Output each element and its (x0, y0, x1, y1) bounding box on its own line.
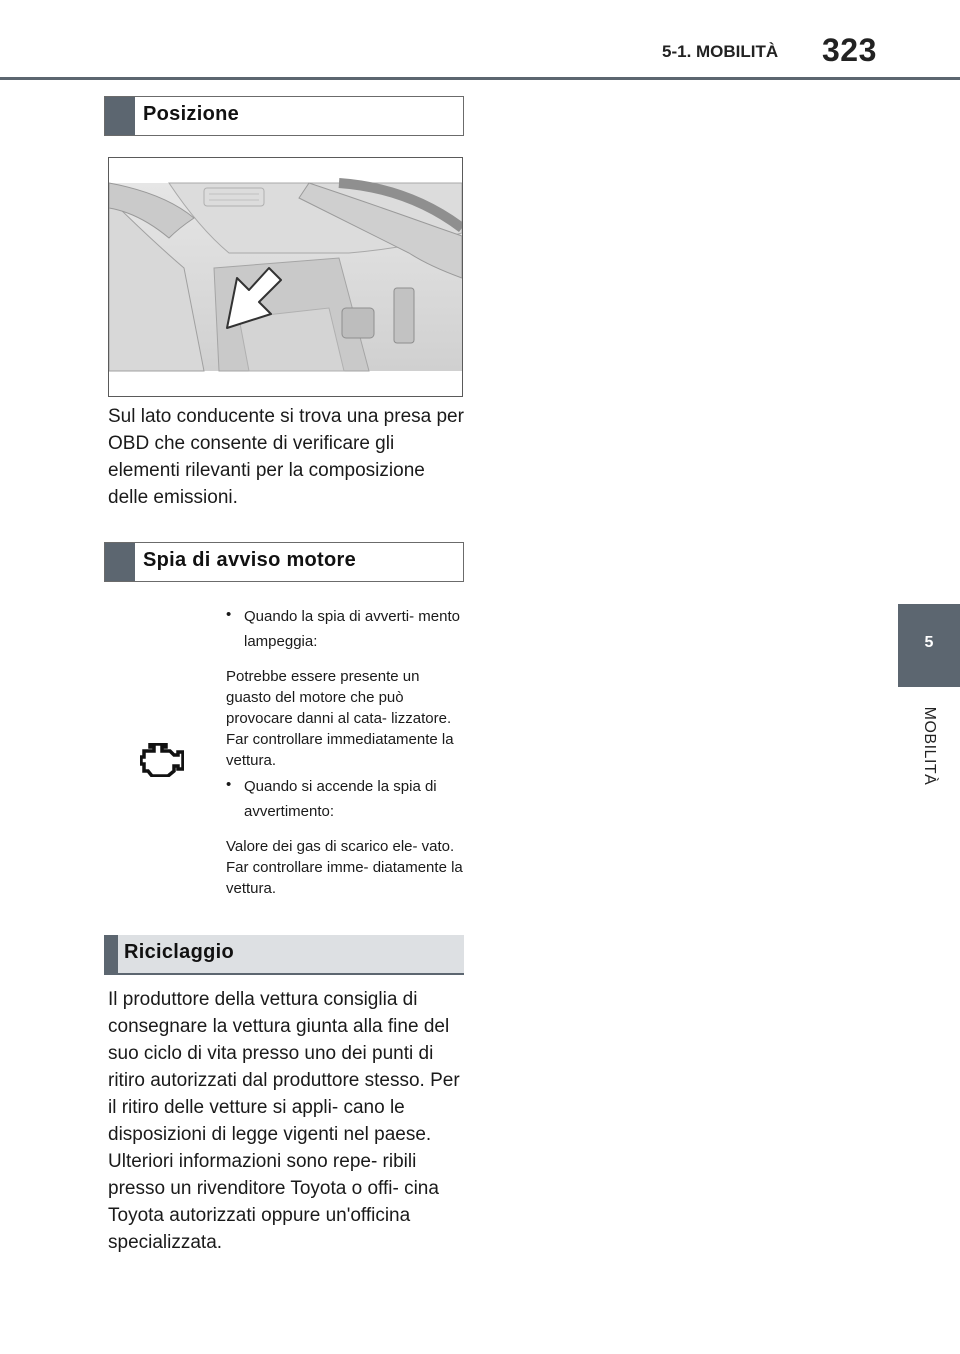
warning-condition: Quando si accende la spia di avvertimento: (244, 778, 437, 820)
obd-location-figure (108, 157, 463, 397)
engine-warning-icon (140, 743, 184, 782)
section-heading-riciclaggio (104, 935, 464, 975)
bullet: • (226, 606, 232, 623)
running-header-section: 5-1. MOBILITÀ (662, 42, 779, 61)
warning-condition: Quando la spia di avverti- mento lampeggia: (244, 608, 460, 650)
section-heading-spia (104, 542, 464, 582)
warning-description: Valore dei gas di scarico ele- vato. Far controllare imme- diatamente la vettura. (226, 838, 463, 897)
section-title: Spia di avviso motore (143, 549, 357, 571)
chapter-tab-number: 5 (924, 634, 934, 651)
section-title: Riciclaggio (124, 941, 234, 963)
section-heading-posizione (104, 96, 464, 136)
posizione-body: Sul lato conducente si trova una presa per OBD che consente di verificare gli elementi rilevanti per la composizione delle emissioni. (108, 406, 464, 508)
bullet: • (226, 776, 232, 793)
section-heading-bar (104, 935, 118, 973)
chapter-tab (898, 604, 960, 687)
section-title: Posizione (143, 103, 240, 125)
section-heading-bar (105, 543, 135, 581)
chapter-tab-label: MOBILITÀ (921, 706, 938, 786)
riciclaggio-body: Il produttore della vettura consiglia di consegnare la vettura giunta alla fine del suo ciclo di vita presso uno dei punti di ritiro autorizzati dal produttore stesso. Per il ritiro delle vetture si appli- cano le disposizioni di legge vigenti nel paese. Ulteriori informazioni sono repe- ribili presso un rivenditore Toyota o offi- cina Toyota autorizzati oppure un'officina specializzata. (108, 989, 460, 1253)
warning-description: Potrebbe essere presente un guasto del motore che può provocare danni al cata- lizzatore. Far controllare immediatamente la vettura. (226, 668, 454, 769)
section-heading-bar (105, 97, 135, 135)
header-rule (0, 77, 960, 80)
obd-location-illustration (109, 158, 462, 396)
page-number: 323 (822, 32, 877, 68)
